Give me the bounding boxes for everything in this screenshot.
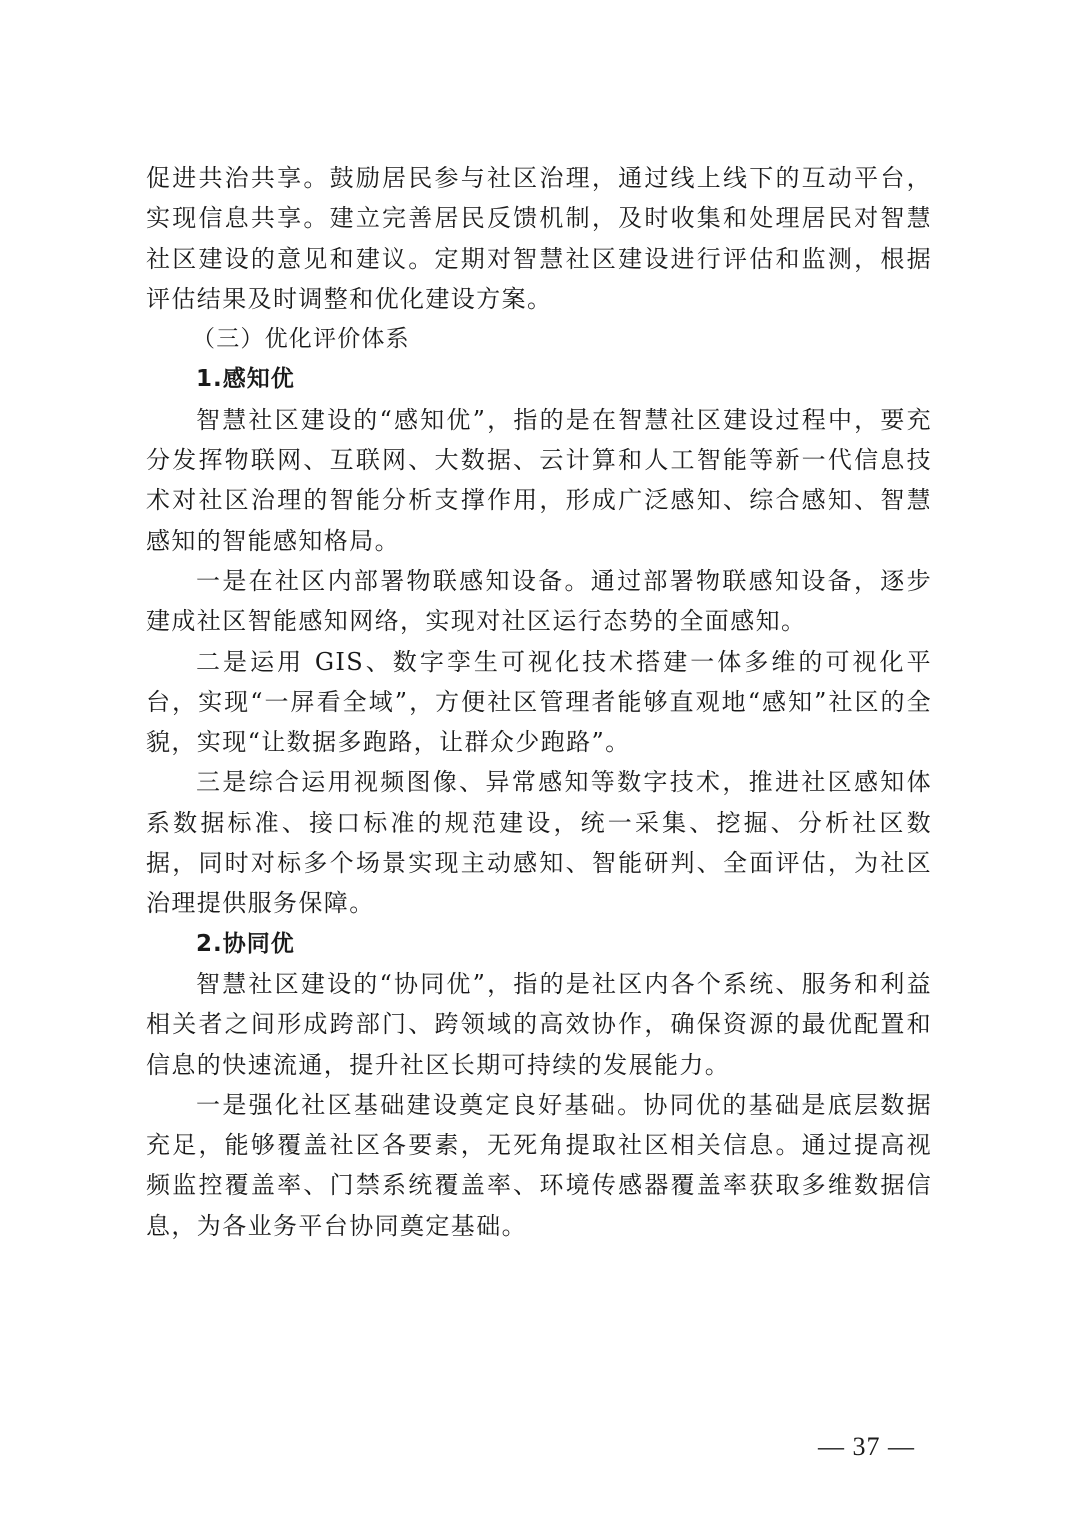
subheading-perception: 1.感知优	[196, 366, 295, 393]
page-number: — 37 —	[818, 1432, 915, 1461]
section-heading-evaluation-system: （三）优化评价体系	[192, 326, 410, 353]
paragraph-perception-point-1: 一是在社区内部署物联感知设备。通过部署物联感知设备，逐步建成社区智能感知网络，实现对社区运行态势的全面感知。	[146, 566, 932, 636]
paragraph-collaboration-point-1: 一是强化社区基础建设奠定良好基础。协同优的基础是底层数据充足，能够覆盖社区各要素，无死角提取社区相关信息。通过提高视频监控覆盖率、门禁系统覆盖率、环境传感器覆盖率获取多维数据信息，为各业务平台协同奠定基础。	[146, 1090, 932, 1240]
paragraph-co-governance: 促进共治共享。鼓励居民参与社区治理，通过线上线下的互动平台，实现信息共享。建立完善居民反馈机制，及时收集和处理居民对智慧社区建设的意见和建议。定期对智慧社区建设进行评估和监测，根据评估结果及时调整和优化建设方案。	[146, 164, 932, 313]
paragraph-perception-definition: 智慧社区建设的“感知优”，指的是在智慧社区建设过程中，要充分发挥物联网、互联网、大数据、云计算和人工智能等新一代信息技术对社区治理的智能分析支撑作用，形成广泛感知、综合感知、智慧感知的智能感知格局。	[146, 405, 932, 555]
paragraph-collaboration-definition: 智慧社区建设的“协同优”，指的是社区内各个系统、服务和利益相关者之间形成跨部门、跨领域的高效协作，确保资源的最优配置和信息的快速流通，提升社区长期可持续的发展能力。	[146, 969, 932, 1079]
document-body	[146, 158, 932, 1246]
subheading-collaboration: 2.协同优	[196, 930, 295, 957]
paragraph-perception-point-3: 三是综合运用视频图像、异常感知等数字技术，推进社区感知体系数据标准、接口标准的规范建设，统一采集、挖掘、分析社区数据，同时对标多个场景实现主动感知、智能研判、全面评估，为社区治理提供服务保障。	[146, 768, 932, 918]
paragraph-perception-point-2: 二是运用 GIS、数字孪生可视化技术搭建一体多维的可视化平台，实现“一屏看全域”，方便社区管理者能够直观地“感知”社区的全貌，实现“让数据多跑路，让群众少跑路”。	[146, 647, 932, 757]
